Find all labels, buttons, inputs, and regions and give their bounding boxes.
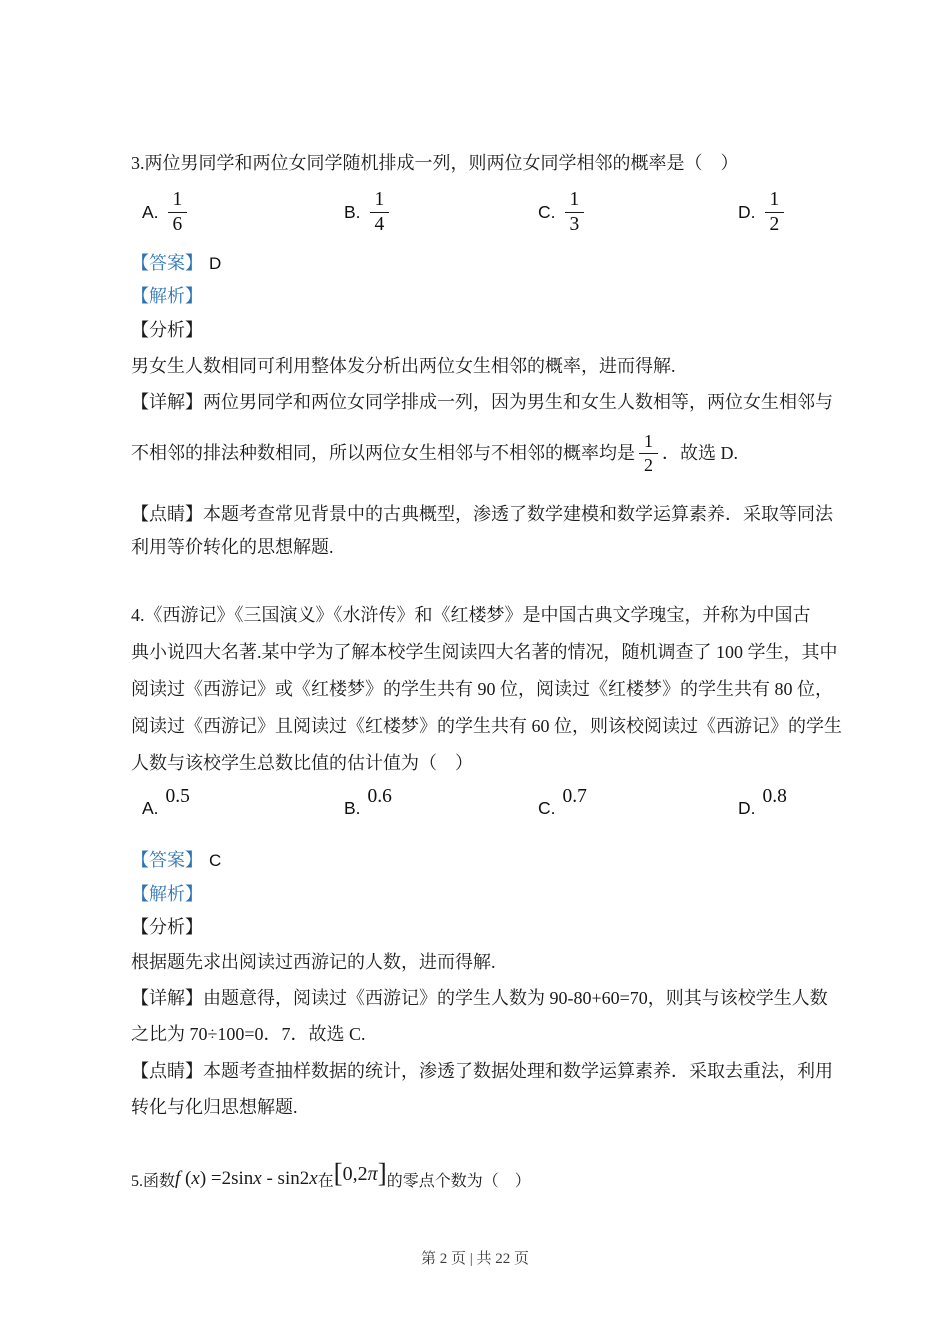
fraction-numerator: 1 — [370, 189, 390, 213]
fraction — [168, 189, 188, 236]
inline-fraction — [639, 431, 658, 474]
fraction-numerator: 1 — [765, 189, 785, 213]
q4-answer-line — [131, 849, 221, 872]
fraction-numerator: 1 — [565, 189, 585, 213]
q3-tip-line-2: 利用等价转化的思想解题. — [131, 537, 334, 557]
q4-option-d — [738, 786, 787, 820]
option-letter: D. — [738, 201, 756, 222]
option-letter: B. — [344, 201, 361, 222]
math-var: x — [253, 1168, 262, 1189]
option-letter: D. — [738, 798, 756, 818]
fraction-numerator: 1 — [639, 431, 658, 453]
q5-prefix: 5.函数 — [131, 1172, 176, 1190]
option-letter: A. — [142, 798, 159, 818]
math-var: f — [175, 1168, 181, 1189]
q4-option-c — [538, 786, 587, 820]
math-op: ( — [180, 1168, 192, 1189]
q3-option-a — [142, 186, 187, 238]
option-letter: A. — [142, 201, 159, 222]
question-4-stem-line-5: 人数与该校学生总数比值的估计值为（ ） — [131, 753, 473, 773]
bracket-open: [ — [333, 1157, 343, 1188]
q3-answer-line — [131, 252, 221, 275]
page-footer: 第 2 页 | 共 22 页 — [420, 1251, 529, 1267]
question-3-stem: 3.两位男同学和两位女同学随机排成一列，则两位女同学相邻的概率是（ ） — [131, 153, 739, 173]
q4-option-a — [142, 786, 190, 820]
fraction-denominator: 6 — [172, 213, 183, 235]
fraction-denominator: 3 — [569, 213, 580, 235]
q4-analysis-text: 根据题先求出阅读过西游记的人数，进而得解. — [131, 952, 496, 972]
option-value: 0.5 — [165, 786, 190, 807]
option-letter: B. — [344, 798, 361, 818]
q3-fenxi-label: 【分析】 — [131, 320, 203, 340]
q4-fenxi-label: 【分析】 — [131, 917, 203, 937]
q3-tip-line-1: 【点睛】本题考查常见背景中的古典概型，渗透了数学建模和数学运算素养．采取等同法 — [131, 504, 833, 524]
q5-math-expression — [175, 1168, 318, 1190]
q3-detail-line-2-pre: 不相邻的排法种数相同，所以两位女生相邻与不相邻的概率均是 — [131, 443, 635, 463]
fraction-denominator: 2 — [769, 213, 780, 235]
q4-jiexi-label: 【解析】 — [131, 884, 203, 904]
q4-option-b — [344, 786, 392, 820]
fraction-denominator: 2 — [644, 454, 653, 475]
q4-tip-line-2: 转化与化归思想解题. — [131, 1097, 298, 1117]
q4-tip-line-1: 【点睛】本题考查抽样数据的统计，渗透了数据处理和数学运算素养．采取去重法，利用 — [131, 1061, 833, 1081]
option-value: 0.6 — [367, 786, 392, 807]
answer-label: 【答案】 — [131, 850, 203, 870]
q5-zai: 在 — [317, 1172, 334, 1190]
answer-label: 【答案】 — [131, 253, 203, 273]
math-op: ) =2sin — [199, 1168, 254, 1189]
q3-option-b — [344, 186, 389, 238]
q4-detail-line-2: 之比为 70÷100=0．7．故选 C. — [131, 1024, 366, 1044]
q4-detail-line-1: 【详解】由题意得，阅读过《西游记》的学生人数为 90-80+60=70，则其与该校学生人数 — [131, 988, 828, 1008]
q3-option-d — [738, 186, 784, 238]
fraction-denominator: 4 — [374, 213, 385, 235]
fraction — [370, 189, 390, 236]
q5-interval — [334, 1156, 387, 1187]
fraction — [765, 189, 785, 236]
option-value: 0.7 — [562, 786, 587, 807]
fraction-numerator: 1 — [168, 189, 188, 213]
q3-analysis-text: 男女生人数相同可利用整体发分析出两位女生相邻的概率，进而得解. — [131, 356, 676, 376]
question-4-stem-line-2: 典小说四大名著.某中学为了解本校学生阅读四大名著的情况，随机调查了 100 学生，其中 — [131, 642, 838, 662]
q3-jiexi-label: 【解析】 — [131, 286, 203, 306]
question-4-stem-line-1: 4.《西游记》《三国演义》《水浒传》和《红楼梦》是中国古典文学瑰宝，并称为中国古 — [131, 605, 811, 625]
fraction — [565, 189, 585, 236]
pi-symbol: π — [367, 1162, 378, 1185]
question-4-stem-line-3: 阅读过《西游记》或《红楼梦》的学生共有 90 位，阅读过《红楼梦》的学生共有 80 位， — [131, 679, 833, 699]
option-letter: C. — [538, 798, 556, 818]
question-4-stem-line-4: 阅读过《西游记》且阅读过《红楼梦》的学生共有 60 位，则该校阅读过《西游记》的学生 — [131, 716, 842, 736]
question-5-stem — [131, 1156, 531, 1202]
q4-answer-value: C — [209, 851, 222, 870]
interval-body: 0,2 — [342, 1162, 368, 1185]
math-var: x — [309, 1168, 318, 1189]
q3-answer-value: D — [209, 254, 222, 273]
q3-detail-line-1: 【详解】两位男同学和两位女同学排成一列，因为男生和女生人数相等，两位女生相邻与 — [131, 392, 833, 412]
option-value: 0.8 — [762, 786, 787, 807]
q3-detail-line-2 — [131, 426, 738, 480]
option-letter: C. — [538, 201, 556, 222]
math-var: x — [191, 1168, 200, 1189]
bracket-close: ] — [377, 1157, 387, 1188]
math-op: - sin2 — [261, 1168, 310, 1189]
q3-option-c — [538, 186, 584, 238]
q3-detail-line-2-post: ．故选 D. — [662, 443, 738, 463]
q5-suffix: 的零点个数为（ ） — [386, 1172, 531, 1190]
